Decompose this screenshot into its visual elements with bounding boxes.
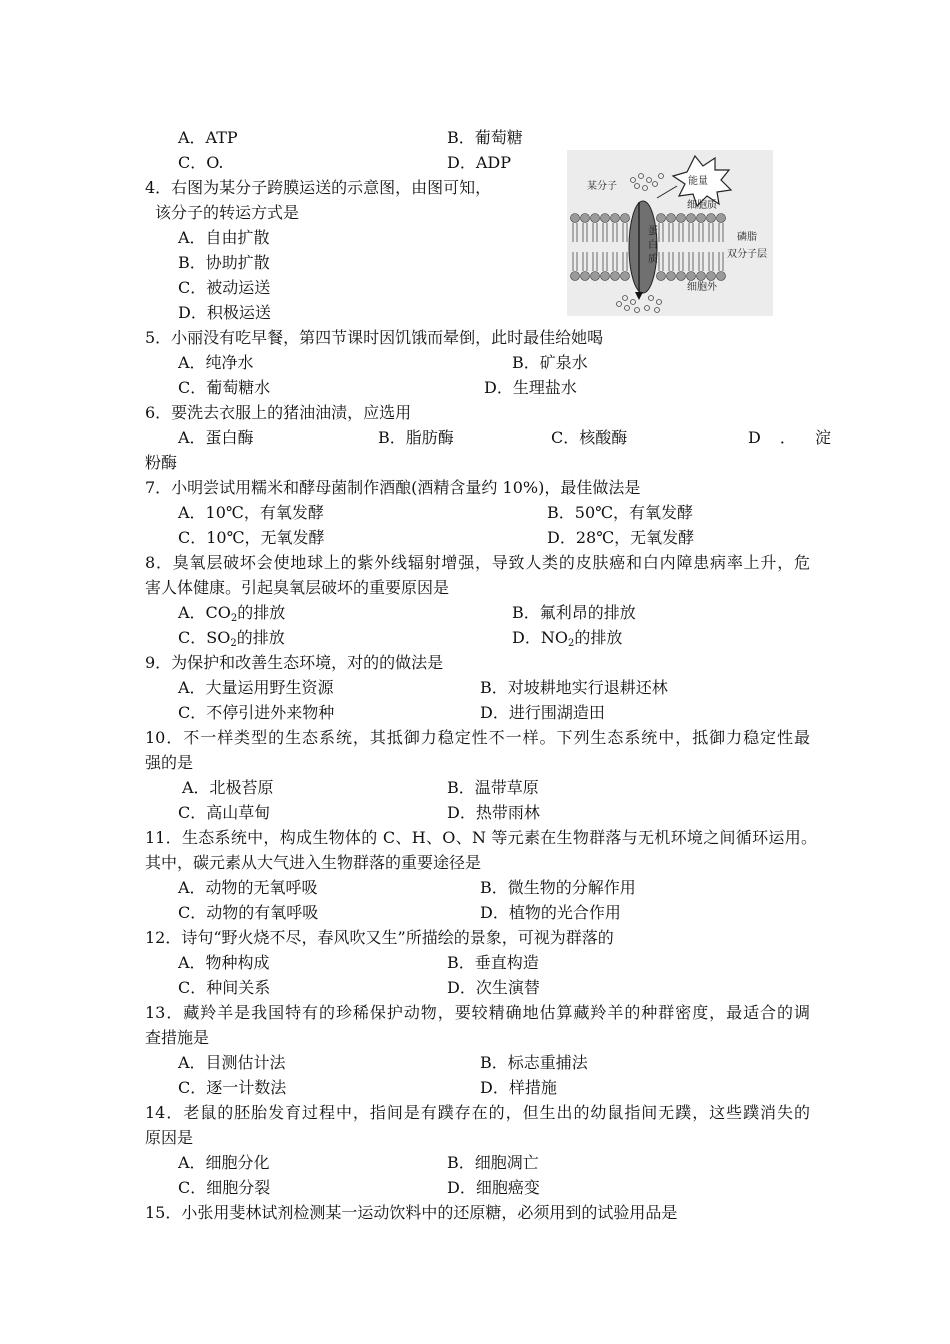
q5-option-a: A．纯净水 [178, 353, 254, 372]
q9-option-a: A．大量运用野生资源 [178, 678, 334, 697]
q5-option-d: D．生理盐水 [484, 378, 577, 397]
q11-option-d: D．植物的光合作用 [480, 903, 621, 922]
q8-option-c: C．$SO_2$的排放 [178, 628, 285, 649]
protein-char-1: 蛋 [648, 226, 658, 237]
q3-option-b: B．葡萄糖 [447, 128, 523, 147]
q7-option-b: B．50℃，有氧发酵 [547, 503, 694, 522]
membrane-transport-figure [567, 150, 773, 316]
q4-option-b: B．协助扩散 [178, 253, 270, 272]
q4-option-a: A．自由扩散 [178, 228, 270, 247]
q4-option-c: C．被动运送 [178, 278, 271, 297]
q11-stem-line2: 其中，碳元素从大气进入生物群落的重要途径是 [145, 853, 482, 872]
q11-stem-line1: 11．生态系统中，构成生物体的 C、H、O、N 等元素在生物群落与无机环境之间循环运用。 [145, 828, 817, 847]
q9-option-c: C．不停引进外来物种 [178, 703, 335, 722]
q5-option-b: B．矿泉水 [512, 353, 588, 372]
q8-option-b: B．氟利昂的排放 [512, 603, 636, 622]
q6-stem: 6．要洗去衣服上的猪油油渍，应选用 [145, 403, 412, 422]
q6-option-d-cont: 粉酶 [145, 453, 178, 472]
q13-stem-line2: 查措施是 [145, 1028, 210, 1047]
bilayer-label: 双分子层 [727, 249, 767, 260]
q13-option-c: C．逐一计数法 [178, 1078, 287, 1097]
q4-option-d: D．积极运送 [178, 303, 271, 322]
q13-option-d: D．样措施 [480, 1078, 557, 1097]
energy-label: 能量 [688, 176, 708, 187]
membrane-diagram [567, 150, 773, 316]
q4-stem-line2: 该分子的转运方式是 [155, 203, 300, 222]
q14-option-d: D．细胞癌变 [447, 1178, 540, 1197]
protein-char-3: 质 [648, 254, 658, 265]
q10-stem-line1: 10．不一样类型的生态系统，其抵御力稳定性不一样。下列生态系统中，抵御力稳定性最 [145, 728, 810, 747]
q6-option-d: D ． 淀 [748, 428, 832, 447]
q6-option-c: C．核酸酶 [551, 428, 628, 447]
q10-option-c: C．高山草甸 [178, 803, 271, 822]
molecules-top [631, 174, 664, 191]
phospholipid-label: 磷脂 [737, 232, 757, 243]
q8-option-d: D．$NO_2$的排放 [512, 628, 623, 649]
q3-option-a: A．ATP [178, 128, 238, 147]
q10-option-b: B．温带草原 [447, 778, 539, 797]
q10-option-a: A．北极苔原 [182, 778, 274, 797]
q14-option-c: C．细胞分裂 [178, 1178, 271, 1197]
q9-stem: 9．为保护和改善生态环境，对的的做法是 [145, 653, 444, 672]
q7-option-a: A．10℃，有氧发酵 [178, 503, 324, 522]
q12-option-c: C．种间关系 [178, 978, 271, 997]
q9-option-d: D．进行围湖造田 [480, 703, 605, 722]
protein-char-2: 白 [648, 240, 658, 251]
q11-option-b: B．微生物的分解作用 [480, 878, 636, 897]
q14-stem-line2: 原因是 [145, 1128, 194, 1147]
q11-option-c: C．动物的有氧呼吸 [178, 903, 319, 922]
q7-option-d: D．28℃，无氧发酵 [547, 528, 695, 547]
q5-option-c: C．葡萄糖水 [178, 378, 271, 397]
q10-stem-line2: 强的是 [145, 753, 194, 772]
q8-stem-line1: 8．臭氧层破坏会使地球上的紫外线辐射增强，导致人类的皮肤癌和白内障患病率上升，危 [145, 553, 810, 572]
arrow-head-icon [635, 292, 643, 300]
q14-option-a: A．细胞分化 [178, 1153, 270, 1172]
q10-option-d: D．热带雨林 [447, 803, 540, 822]
q11-option-a: A．动物的无氧呼吸 [178, 878, 318, 897]
q7-stem: 7．小明尝试用糯米和酵母菌制作酒酿(酒精含量约 10%)，最佳做法是 [145, 478, 641, 497]
q3-option-c: C．O. [178, 153, 224, 172]
q13-stem-line1: 13．藏羚羊是我国特有的珍稀保护动物，要较精确地估算藏羚羊的种群密度，最适合的调 [145, 1003, 810, 1022]
q15-stem: 15．小张用斐林试剂检测某一运动饮料中的还原糖，必须用到的试验用品是 [145, 1203, 678, 1222]
q6-option-b: B．脂肪酶 [378, 428, 454, 447]
q13-option-b: B．标志重捕法 [480, 1053, 588, 1072]
q12-option-b: B．垂直构造 [447, 953, 539, 972]
q7-option-c: C．10℃，无氧发酵 [178, 528, 325, 547]
outside-label: 细胞外 [687, 282, 717, 293]
q8-option-a: A．$CO_2$的排放 [178, 603, 286, 624]
q9-option-b: B．对坡耕地实行退耕还林 [480, 678, 668, 697]
q12-stem: 12．诗句“野火烧不尽，春风吹又生”所描绘的景象，可视为群落的 [145, 928, 614, 947]
q4-stem-line1: 4．右图为某分子跨膜运送的示意图，由图可知， [145, 178, 492, 197]
molecule-label: 某分子 [587, 181, 617, 192]
q12-option-a: A．物种构成 [178, 953, 270, 972]
q14-option-b: B．细胞凋亡 [447, 1153, 539, 1172]
q8-stem-line2: 害人体健康。引起臭氧层破坏的重要原因是 [145, 578, 450, 597]
q3-option-d: D．ADP [447, 153, 511, 172]
cytoplasm-label: 细胞质 [687, 200, 717, 211]
q14-stem-line1: 14．老鼠的胚胎发育过程中，指间是有蹼存在的，但生出的幼鼠指间无蹼，这些蹼消失的 [145, 1103, 810, 1122]
q12-option-d: D．次生演替 [447, 978, 540, 997]
q5-stem: 5．小丽没有吃早餐，第四节课时因饥饿而晕倒，此时最佳给她喝 [145, 328, 604, 347]
q6-option-a: A．蛋白酶 [178, 428, 254, 447]
q13-option-a: A．目测估计法 [178, 1053, 286, 1072]
